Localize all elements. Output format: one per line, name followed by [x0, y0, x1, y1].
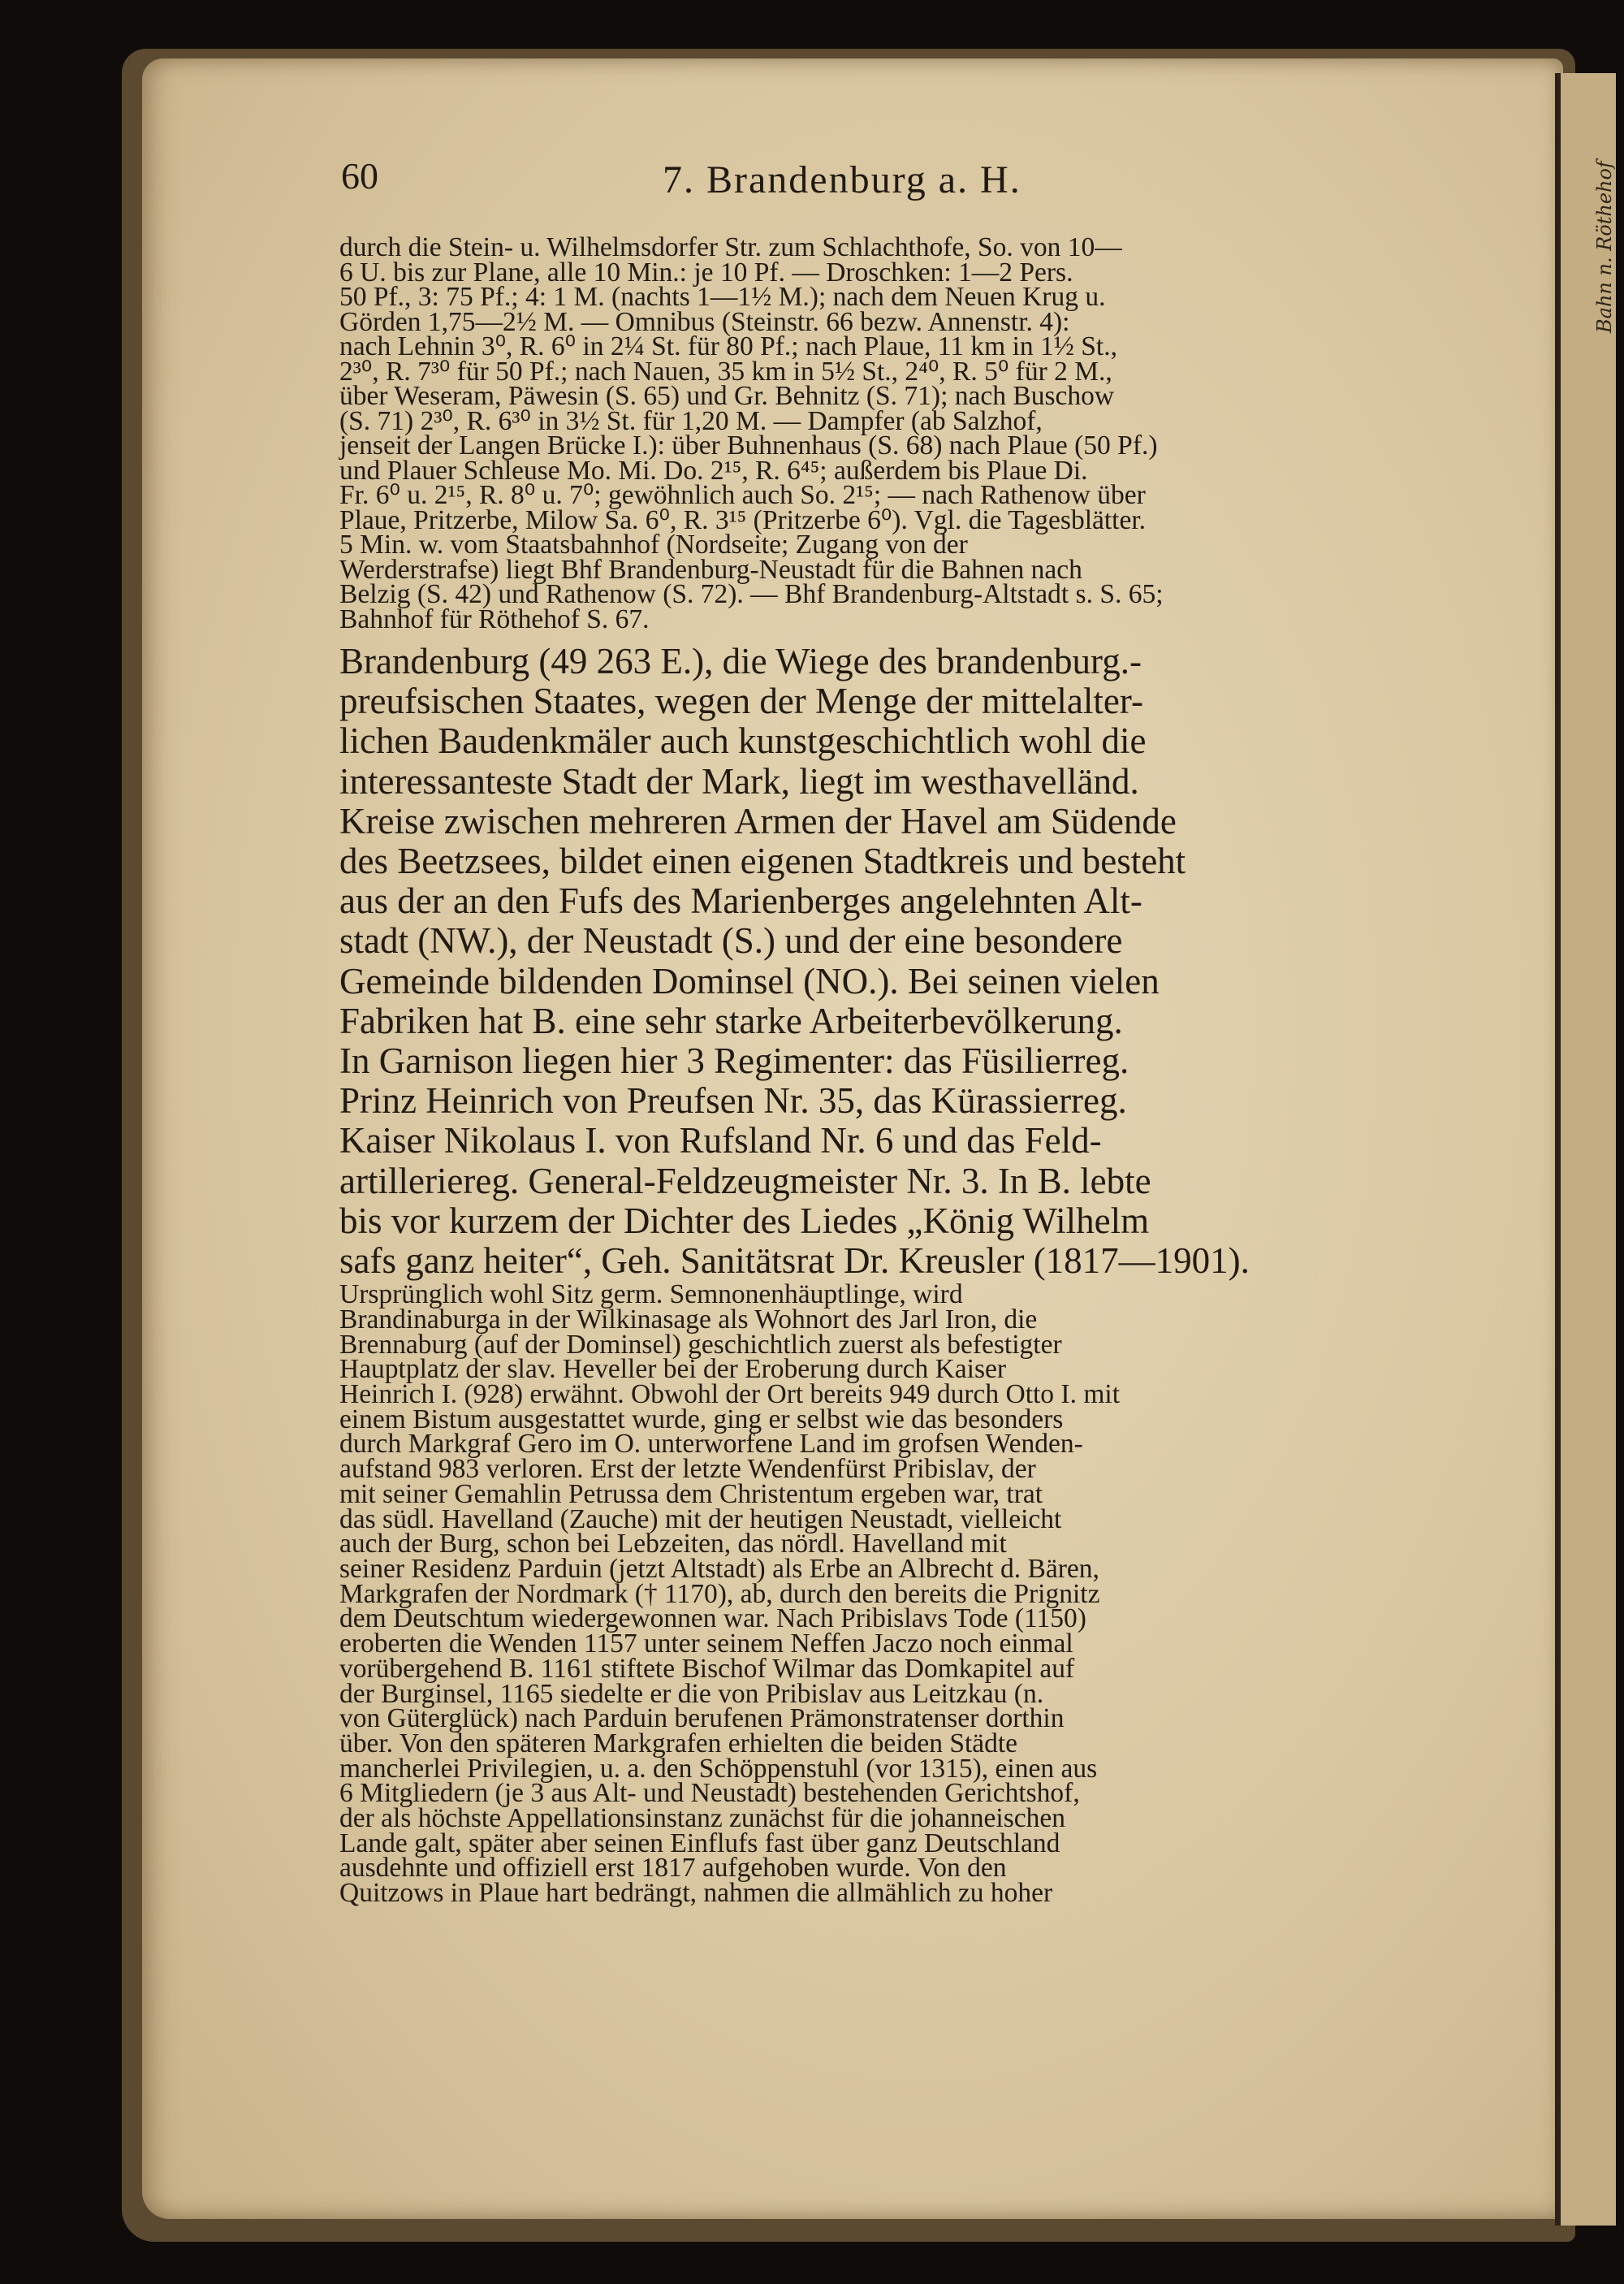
facing-page-strip [1561, 73, 1616, 2226]
transport-paragraph: durch die Stein- u. Wilhelmsdorfer Str. zum Schlachthofe, So. von 10— 6 U. bis zur Plane, alle 10 Min.: je 10 Pf. — Droschken: 1—2 Pers. 50 Pf., 3: 75 Pf.; 4: 1 M. (nachts 1—1½ M.); nach dem Neuen Krug u. Görden 1,75—2½ M. — Omnibus (Steinstr. 66 bezw. Annenstr. 4): nach Lehnin 3⁰, R. 6⁰ in 2¼ St. für 80 Pf.; nach Plaue, 11 km in 1½ St., 2³⁰, R. 7³⁰ für 50 Pf.; nach Nauen, 35 km in 5½ St., 2⁴⁰, R. 5⁰ für 2 M., über Weseram, Päwesin (S. 65) und Gr. Behnitz (S. 71); nach Buschow (S. 71) 2³⁰, R. 6³⁰ in 3½ St. für 1,20 M. — Dampfer (ab Salzhof, jenseit der Langen Brücke I.): über Buhnenhaus (S. 68) nach Plaue (50 Pf.) und Plauer Schleuse Mo. Mi. Do. 2¹⁵, R. 6⁴⁵; außerdem bis Plaue Di. Fr. 6⁰ u. 2¹⁵, R. 8⁰ u. 7⁰; gewöhnlich auch So. 2¹⁵; — nach Rathenow über Plaue, Pritzerbe, Milow Sa. 6⁰, R. 3¹⁵ (Pritzerbe 6⁰). Vgl. die Tagesblätter. [339, 232, 1158, 535]
city-description-paragraph: Brandenburg (49 263 E.), die Wiege des brandenburg.- preufsischen Staates, wegen der Menge der mittelalter- lichen Baudenkmäler auch kunstgeschichtlich wohl die interessanteste Stadt der Mark, liegt im westhavelländ. Kreise zwischen mehreren Armen der Havel am Südende des Beetzsees, bildet einen eigenen Stadtkreis und besteht aus der an den Fufs des Marienberges angelehnten Alt- stadt (NW.), der Neustadt (S.) und der eine besondere Gemeinde bildenden Dominsel (NO.). Bei seinen vielen Fabriken hat B. eine sehr starke Arbeiterbevölkerung. In Garnison liegen hier 3 Regimenter: das Füsilierreg. Prinz Heinrich von Preufsen Nr. 35, das Kürassierreg. Kaiser Nikolaus I. von Rufsland Nr. 6 und das Feld- artilleriereg. General-Feldzeugmeister Nr. 3. In B. lebte bis vor kurzem der Dichter des Liedes „König Wilhelm safs ganz heiter“, Geh. Sanitätsrat Dr. Kreusler (1817—1901). [339, 641, 1250, 1282]
running-head: 7. Brandenburg a. H. [663, 158, 1021, 201]
history-paragraph: Ursprünglich wohl Sitz germ. Semnonenhäuptlinge, wird Brandinaburga in der Wilkinasage als Wohnort des Jarl Iron, die Brennaburg (auf der Dominsel) geschichtlich zuerst als befestigter Hauptplatz der slav. Heveller bei der Eroberung durch Kaiser Heinrich I. (928) erwähnt. Obwohl der Ort bereits 949 durch Otto I. mit einem Bistum ausgestattet wurde, ging er selbst wie das besonders durch Markgraf Gero im O. unterworfene Land im grofsen Wenden- aufstand 983 verloren. Erst der letzte Wendenfürst Pribislav, der mit seiner Gemahlin Petrussa dem Christentum ergeben war, trat das südl. Havelland (Zauche) mit der heutigen Neustadt, vielleicht auch der Burg, schon bei Lebzeiten, das nördl. Havelland mit seiner Residenz Parduin (jetzt Altstadt) als Erbe an Albrecht d. Bären, Markgrafen der Nordmark († 1170), ab, durch den bereits die Prignitz dem Deutschtum wiedergewonnen war. Nach Pribislavs Tode (1150) eroberten die Wenden 1157 unter seinem Neffen Jaczo noch einmal vorübergehend B. 1161 stiftete Bischof Wilmar das Domkapitel auf der Burginsel, 1165 siedelte er die von Pribislav aus Leitzkau (n. von Güterglück) nach Parduin berufenen Prämonstratenser dorthin über. Von den späteren Markgrafen erhielten die beiden Städte mancherlei Privilegien, u. a. den Schöppenstuhl (vor 1315), einen aus 6 Mitgliedern (je 3 aus Alt- und Neustadt) bestehenden Gerichtshof, der als höchste Appellationsinstanz zunächst für die johanneischen Lande galt, später aber seinen Einflufs fast über ganz Deutschland ausdehnte und offiziell erst 1817 aufgehoben wurde. Von den Quitzows in Plaue hart bedrängt, nahmen die allmählich zu hoher [339, 1279, 1121, 1909]
page-number: 60 [341, 155, 378, 197]
page-body [339, 232, 1390, 1909]
stations-paragraph: 5 Min. w. vom Staatsbahnhof (Nordseite; Zugang von der Werderstrafse) liegt Bhf Brandenburg-Neustadt für die Bahnen nach Belzig (S. 42) und Rathenow (S. 72). — Bhf Brandenburg-Altstadt s. S. 65; Bahnhof für Röthehof S. 67. [339, 530, 1164, 634]
facing-page-margin-note: Bahn n. Röthehof [1593, 161, 1616, 333]
page-header [341, 154, 1389, 211]
